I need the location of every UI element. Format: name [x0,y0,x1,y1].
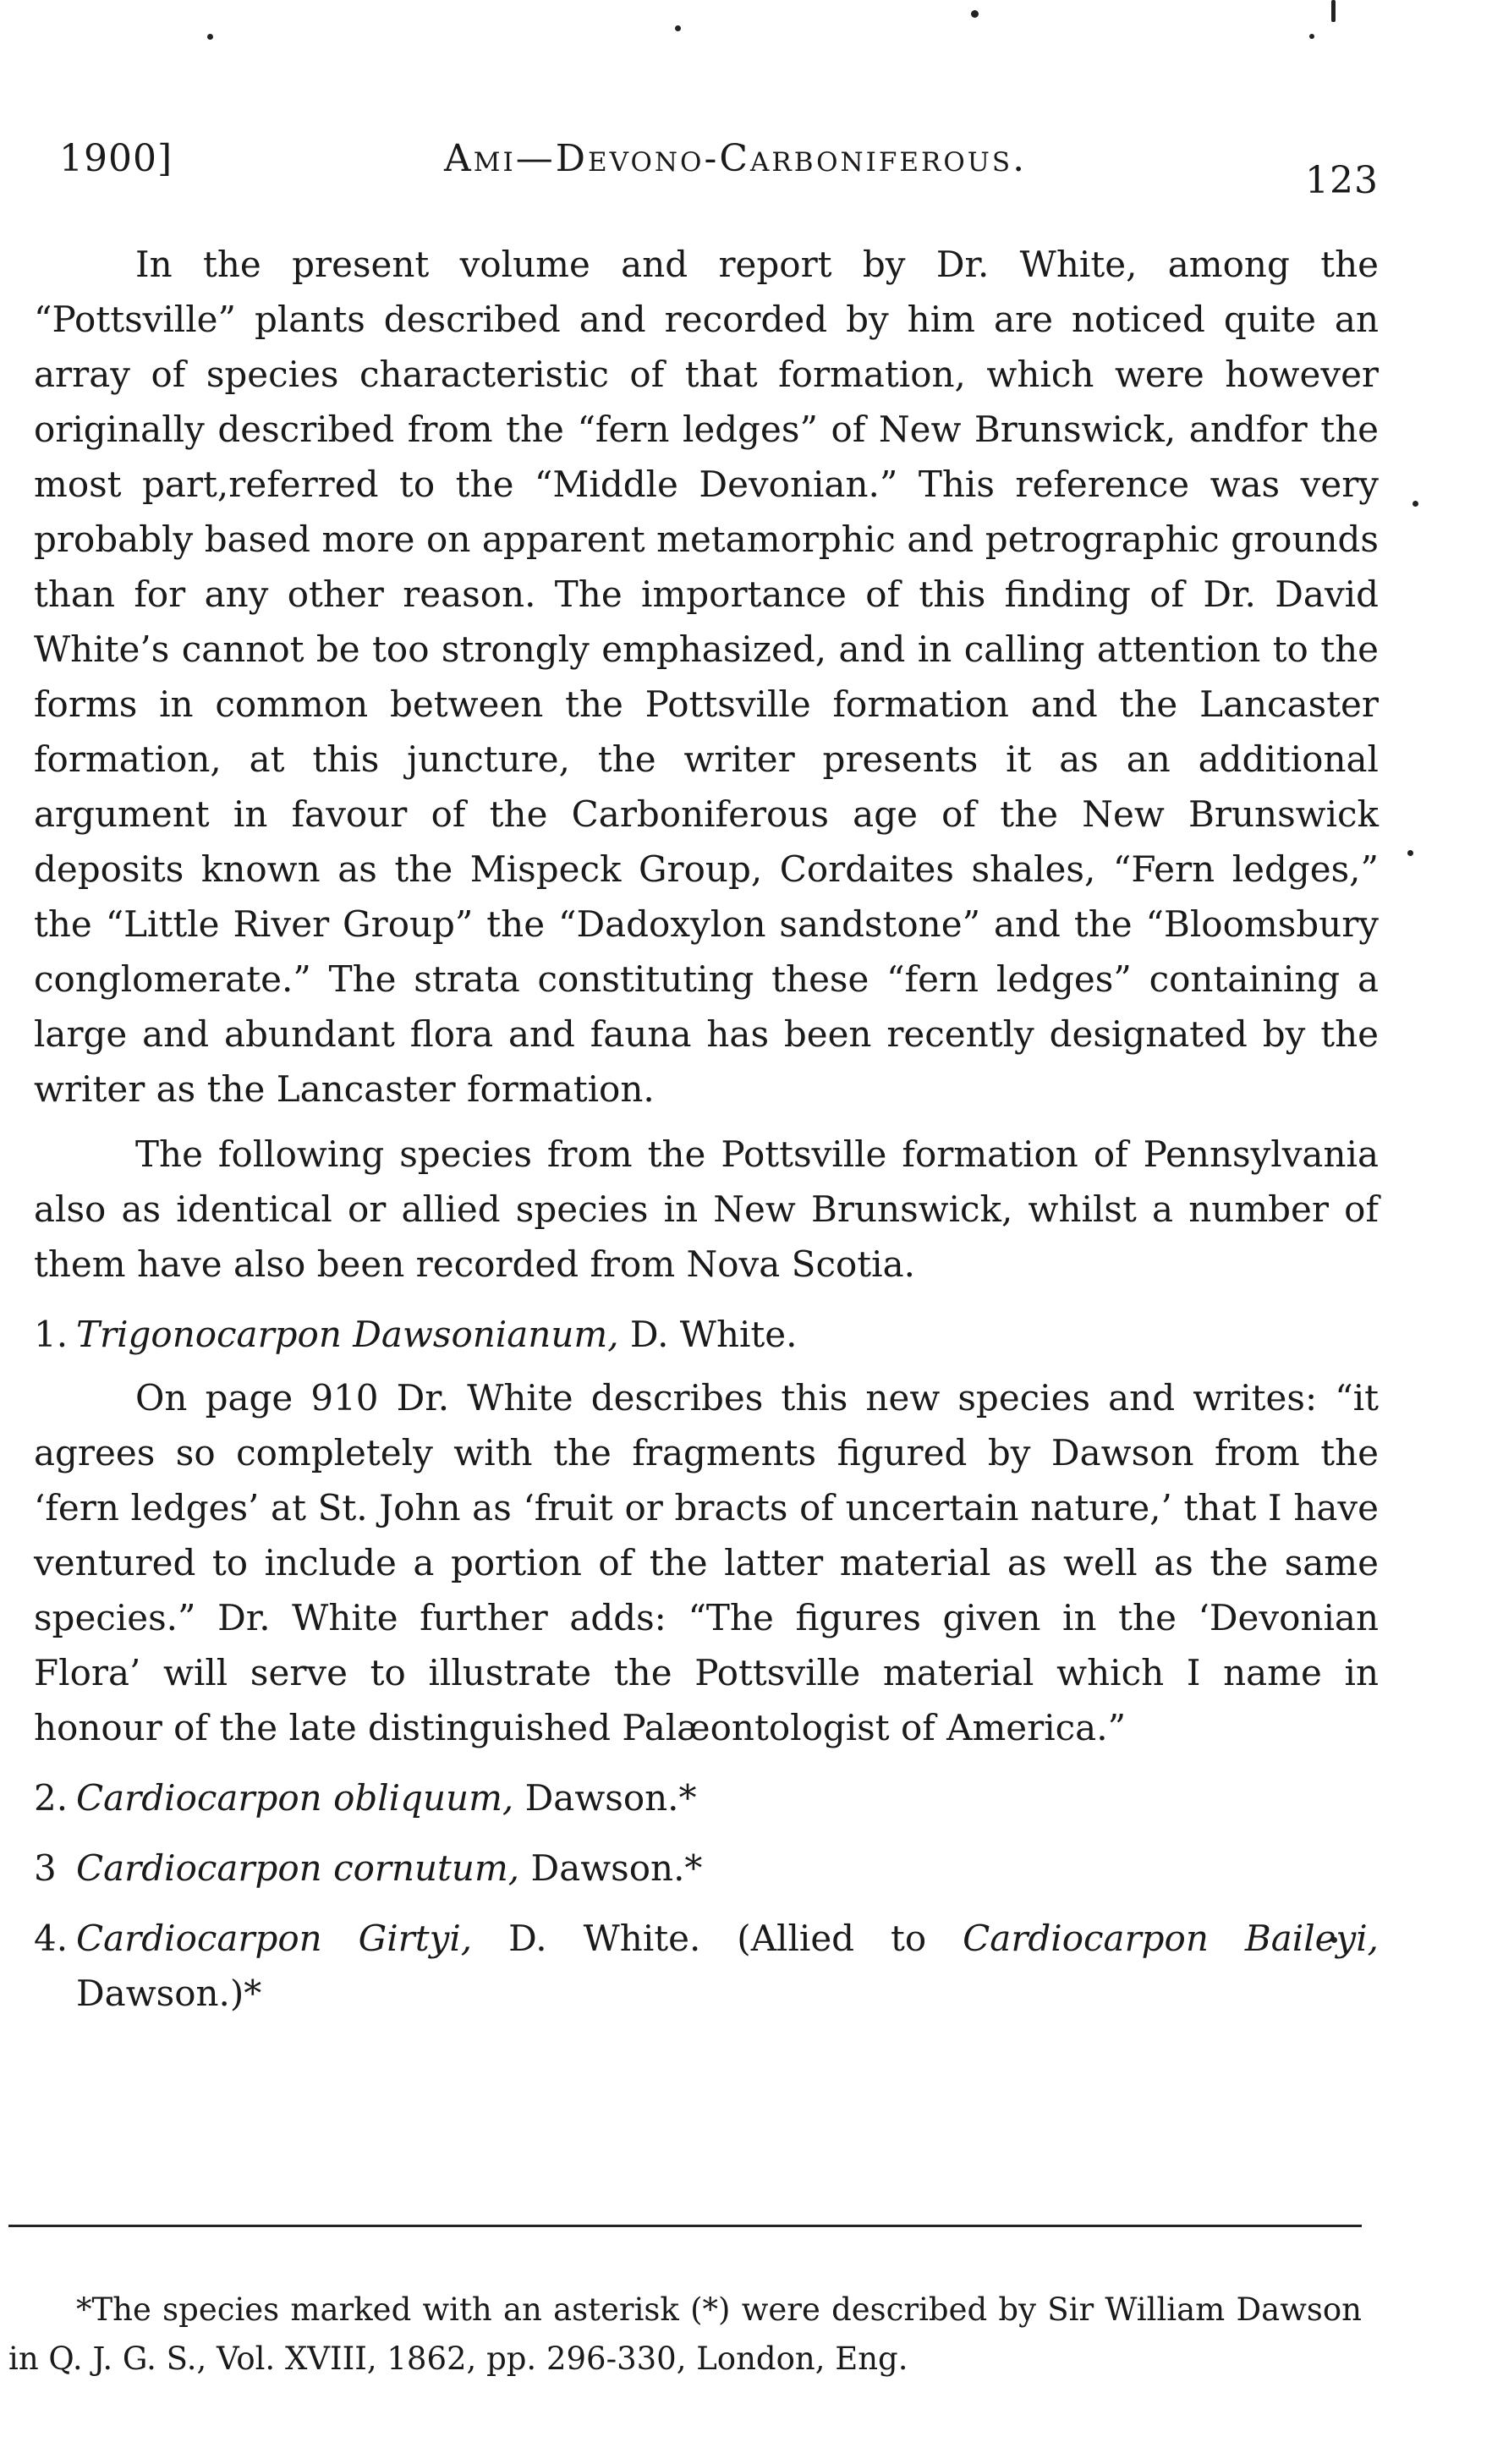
item-number: 3 [34,1847,57,1889]
footnote: *The species marked with an asterisk (*) were described by Sir William Dawson in Q. J. G. S., Vol. XVIII, 1862, pp. 296-330, London, Eng. [8,2291,1362,2377]
main-text [34,237,1379,2029]
running-header [59,127,1379,202]
species-author: D. White. [618,1314,798,1355]
scan-speck [207,34,213,40]
scan-speck [1331,0,1336,22]
species-list-item [34,1307,1379,1362]
scan-speck [675,25,681,31]
page-number: 123 [1305,159,1379,202]
paragraph: On page 910 Dr. White describes this new species and writes: “it agrees so completely with the fragments figured by Dawson from the ‘fern ledges’ at St. John as ‘fruit or bracts of uncertain nature,’ that I have ventured to include a portion of the latter material as well as the same species.” Dr. White further adds: “The figures given in the ‘Devonian Flora’ will serve to illustrate the Pottsville material which I name in honour of the late distinguished Palæontologist of America.” [34,1377,1379,1748]
species-list-item [34,1770,1379,1825]
scan-speck [1309,34,1314,39]
species-author: D. White. (Allied to [472,1918,963,1959]
footnote-divider [8,2225,1362,2227]
item-number: 1. [34,1314,69,1355]
allied-species-name: Cardiocarpon Baileyi, [963,1918,1379,1959]
species-author: Dawson.* [519,1847,703,1889]
scan-speck [971,10,979,18]
species-list-item [34,1911,1379,2021]
paragraph: In the present volume and report by Dr. White, among the “Pottsville” plants described and recorded by him are noticed quite an array of species characteristic of that formation, which were however originally described from the “fern ledges” of New Brunswick, andfor the most part,referred to the “Middle Devonian.” This reference was very probably based more on apparent metamorphic and petrographic grounds than for any other reason. The importance of this finding of Dr. David White’s cannot be too strongly emphasized, and in calling attention to the forms in common between the Pottsville formation and the Lancaster formation, at this juncture, the writer presents it as an additional argument in favour of the Carboniferous age of the New Brunswick deposits known as the Mispeck Group, Cordaites shales, “Fern ledges,” the “Little River Group” the “Dadoxylon sandstone” and the “Bloomsbury conglomerate.” The strata constituting these “fern ledges” containing a large and abundant flora and fauna has been recently designated by the writer as the Lancaster formation. [34,244,1379,1110]
allied-species-author: Dawson.)* [76,1973,262,2014]
paragraph: The following species from the Pottsville formation of Pennsylvania also as identical or allied species in New Brunswick, whilst a number of them have also been recorded from Nova Scotia. [34,1133,1379,1285]
species-name: Trigonocarpon Dawsonianum, [76,1314,619,1355]
species-author: Dawson.* [513,1777,697,1819]
species-list-item [34,1841,1379,1896]
header-year: 1900] [59,137,173,180]
species-name: Cardiocarpon obliquum, [76,1777,514,1819]
species-name: Cardiocarpon cornutum, [76,1847,520,1889]
header-title: Ami—Devono-Carboniferous. [444,137,1028,180]
scan-speck [1412,501,1418,507]
item-number: 2. [34,1777,69,1819]
species-name: Cardiocarpon Girtyi, [76,1918,473,1959]
scan-speck [1407,850,1413,856]
item-number: 4. [34,1918,69,1959]
